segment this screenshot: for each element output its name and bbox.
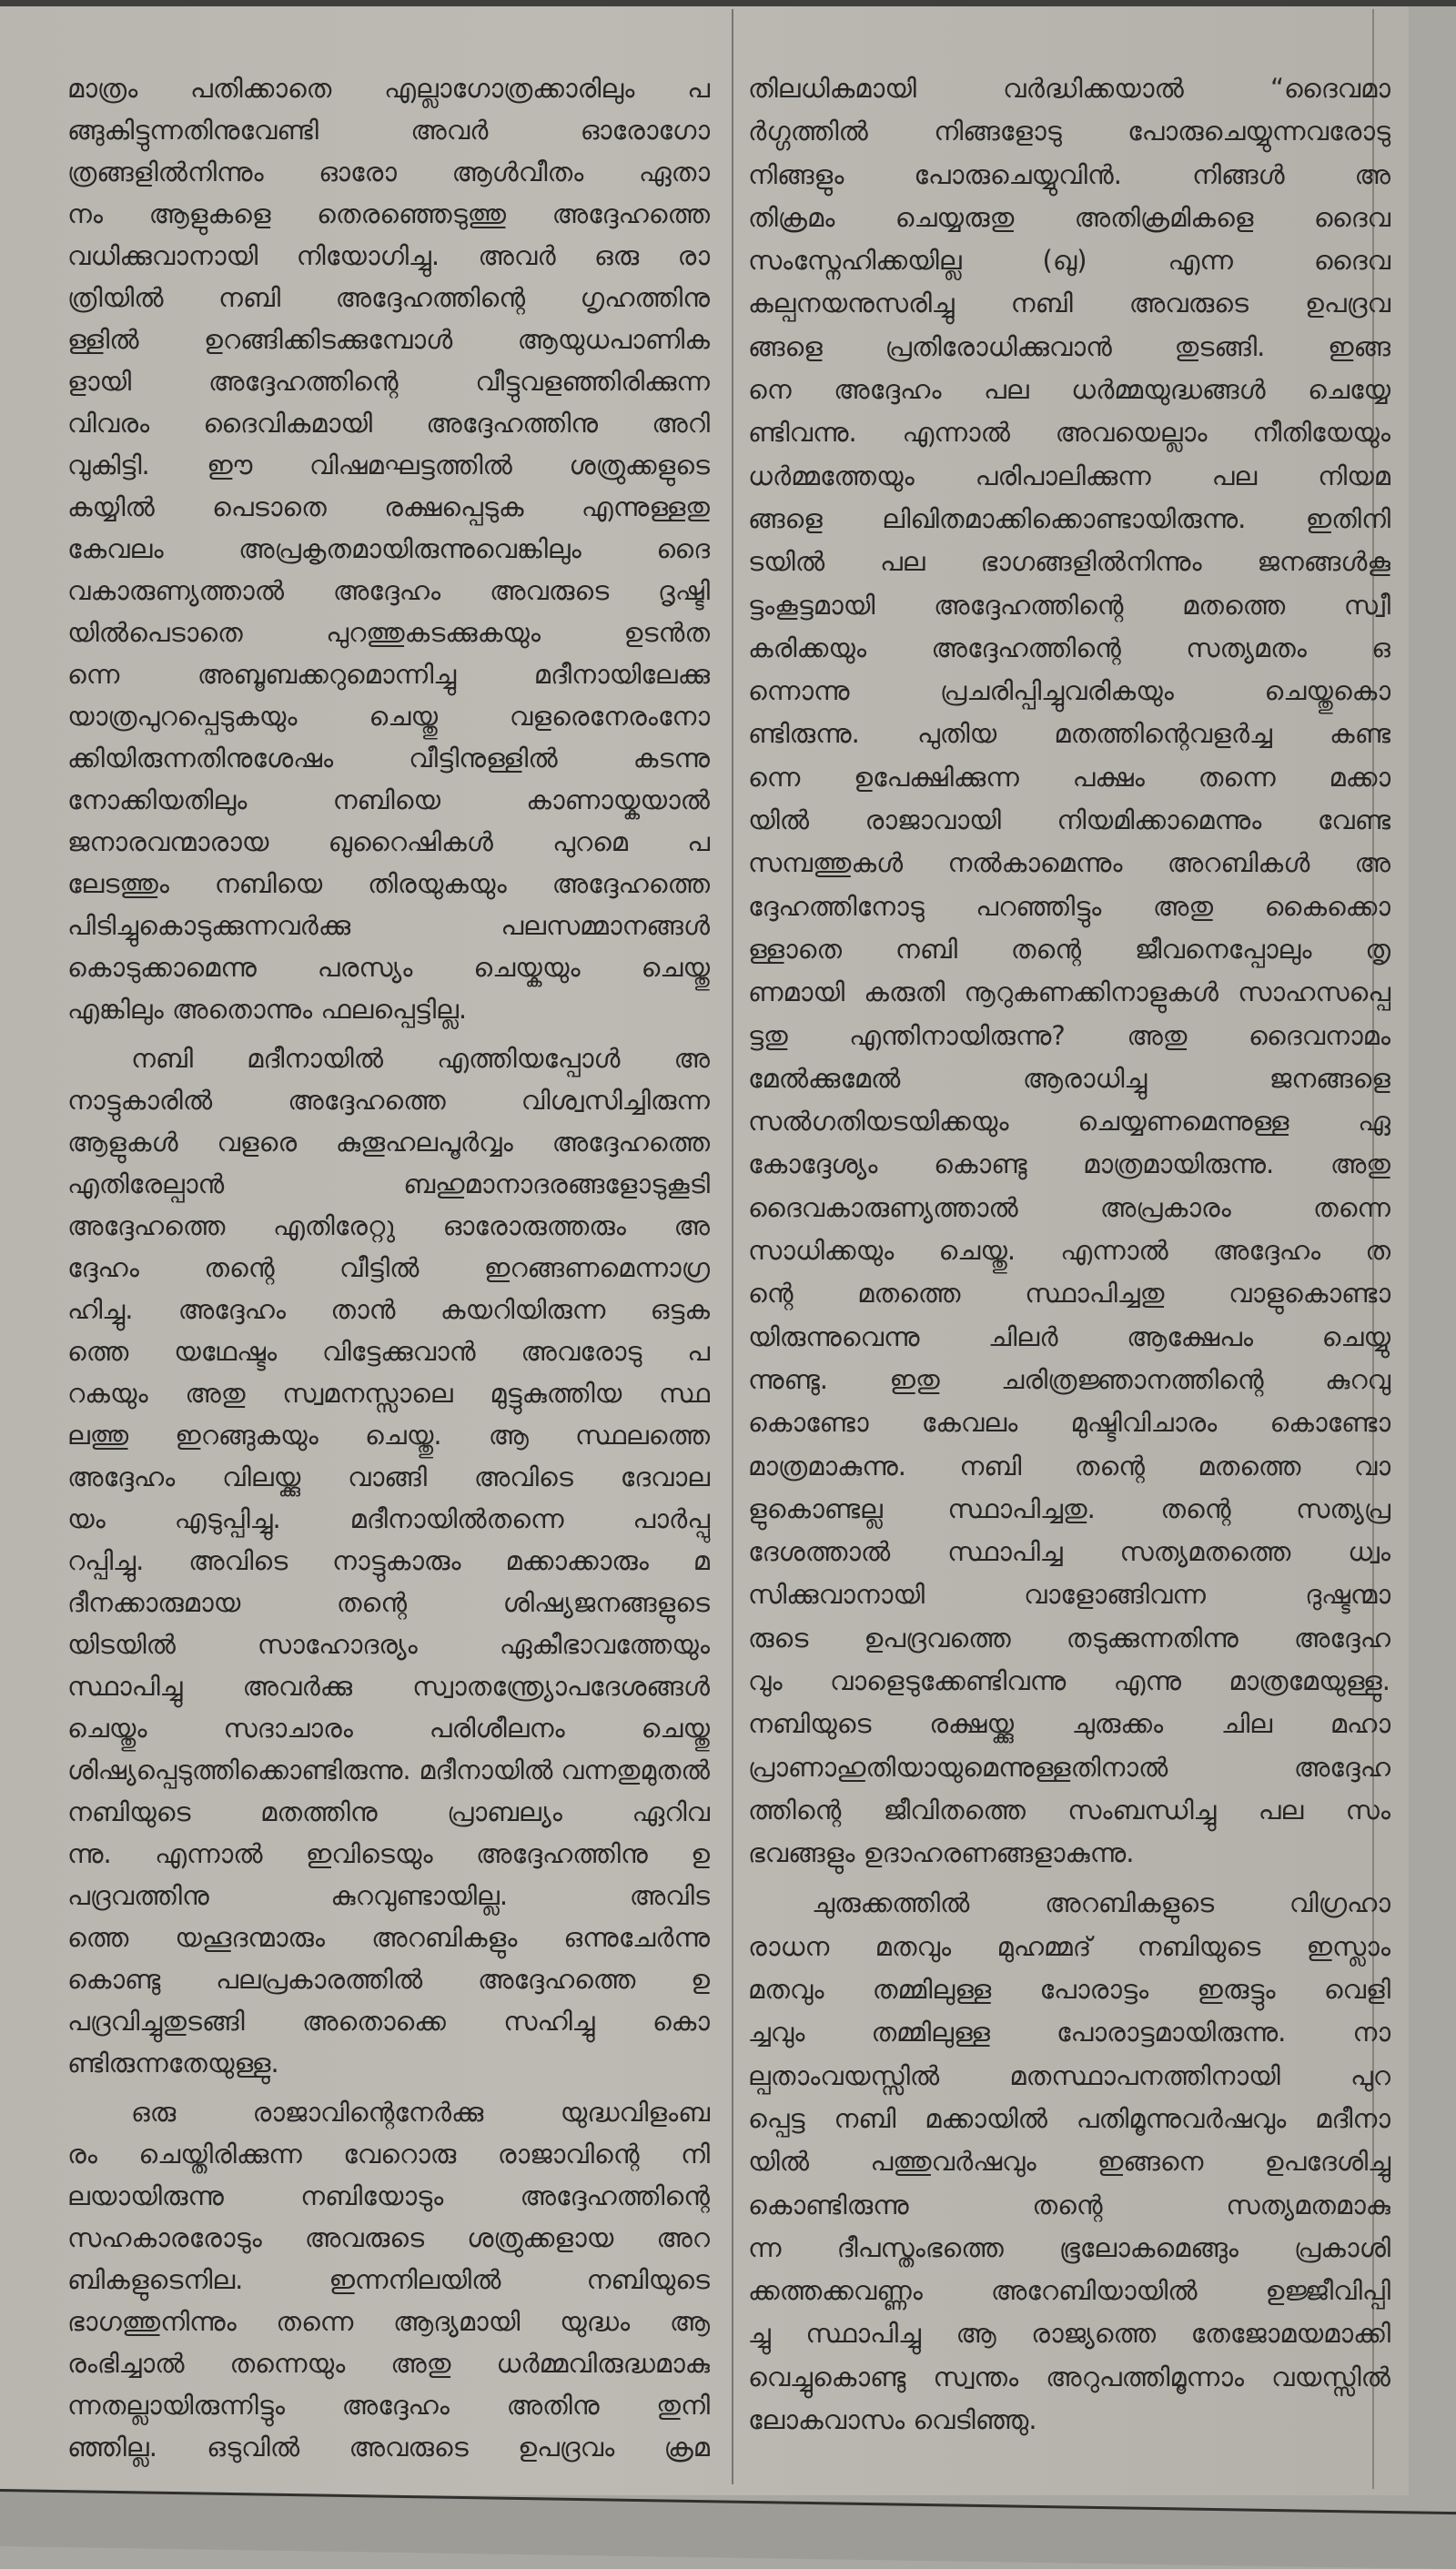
text-line: ള്ളാതെ നബി തന്റെ ജീവനെപ്പോലും തൃ xyxy=(748,933,1390,965)
text-line: കരിക്കയും അദ്ദേഹത്തിന്റെ സത്യമതം ഒ xyxy=(748,632,1390,663)
text-line: രാധന മതവും മുഹമ്മദ് നബിയുടെ ഇസ്ലാം xyxy=(748,1930,1390,1962)
text-line: ദേശത്താൽ സ്ഥാപിച്ച സത്യമതത്തെ ധ്വം xyxy=(748,1536,1390,1568)
page-top-edge xyxy=(0,0,1456,6)
text-line: രംഭിച്ചാൽ തന്നെയും അതു ധർമ്മവിരുദ്ധമാകു xyxy=(67,2348,710,2379)
text-line: ങ്ങളെ പ്രതിരോധിക്കുവാൻ തുടങ്ങി. ഇങ്ങ xyxy=(748,330,1390,362)
text-line: ദ്ദേഹത്തിനോടു പറഞ്ഞിട്ടും അതു കൈക്കൊ xyxy=(748,890,1390,922)
text-line: ന്നൊന്നു പ്രചരിപ്പിച്ചുവരികയും ചെയ്തുകൊ xyxy=(748,675,1390,707)
text-line: നോക്കിയതിലും നബിയെ കാണായ്കയാൽ xyxy=(67,784,710,815)
text-line: റകയും അതു സ്വമനസ്സാലെ മുട്ടുകുത്തിയ സ്ഥ xyxy=(67,1378,710,1409)
text-line: അദ്ദേഹം വിലയ്ക്കു വാങ്ങി അവിടെ ദേവാല xyxy=(67,1461,710,1492)
text-line: ഞ്ഞില്ല. ഒടുവിൽ അവരുടെ ഉപദ്രവം ക്രമ xyxy=(67,2432,710,2463)
text-line: ട്ടതു എന്തിനായിരുന്നു? അതു ദൈവനാമം xyxy=(748,1019,1390,1051)
text-line: ആളുകൾ വളരെ കുതൂഹലപൂർവ്വം അദ്ദേഹത്തെ xyxy=(67,1127,710,1158)
text-line: യാത്രപുറപ്പെടുകയും ചെയ്തു വളരെനേരംനോ xyxy=(67,701,710,732)
text-line: ശിഷ്യപ്പെടുത്തിക്കൊണ്ടിരുന്നു. മദീനായിൽ വന്നതുമുതൽ xyxy=(67,1755,710,1785)
text-line: നബി മദീനായിൽ എത്തിയപ്പോൾ അ xyxy=(131,1043,710,1074)
text-line: സൽഗതിയടയിക്കയും ചെയ്യണമെന്നുള്ള ഏ xyxy=(748,1106,1390,1138)
text-line: സാധിക്കയും ചെയ്തു. എന്നാൽ അദ്ദേഹം ത xyxy=(748,1235,1390,1267)
text-line: സഹകാരരോടും അവരുടെ ശത്രുക്കളായ അറ xyxy=(67,2222,710,2253)
text-line: കല്പനയനുസരിച്ചു നബി അവരുടെ ഉപദ്രവ xyxy=(748,288,1390,319)
paragraph xyxy=(67,1037,710,2084)
text-line: ണ്ടിരുന്നതേയുള്ളു. xyxy=(67,2048,279,2078)
paragraph xyxy=(748,1882,1390,2442)
text-line: ന്നതല്ലായിരുന്നിട്ടും അദ്ദേഹം അതിനു തുനി xyxy=(67,2390,710,2421)
text-line: യിരുന്നുവെന്നു ചിലർ ആക്ഷേപം ചെയ്യു xyxy=(748,1320,1390,1352)
text-line: യിടയിൽ സാഹോദര്യം ഏകീഭാവത്തേയും xyxy=(67,1629,710,1660)
text-line: ഒരു രാജാവിന്റെനേർക്കു യുദ്ധവിളംബ xyxy=(131,2097,710,2128)
text-line: സമ്പത്തുകൾ നൽകാമെന്നും അറബികൾ അ xyxy=(748,847,1390,879)
text-line: ളുകൊണ്ടല്ല സ്ഥാപിച്ചതു. തന്റെ സത്യപ്ര xyxy=(748,1492,1390,1524)
text-line: കൊണ്ടിരുന്നു തന്റെ സത്യമതമാകു xyxy=(748,2189,1390,2220)
text-line: കോദ്ദേശ്യം കൊണ്ടു മാത്രമായിരുന്നു. അതു xyxy=(748,1148,1390,1180)
text-line: ണ്ടിരുന്നു. പുതിയ മതത്തിന്റെവളർച്ച കണ്ട xyxy=(748,718,1390,750)
text-line: തിക്രമം ചെയ്യരുതു അതിക്രമികളെ ദൈവ xyxy=(748,201,1390,233)
text-line: സംസ്നേഹിക്കയില്ല (ഖു) എന്ന ദൈവ xyxy=(748,245,1390,277)
text-line: വധിക്കുവാനായി നിയോഗിച്ചു. അവർ ഒരു രാ xyxy=(67,240,710,271)
text-line: വെച്ചുകൊണ്ടു സ്വന്തം അറുപത്തിമൂന്നാം വയസ്സിൽ xyxy=(748,2361,1390,2392)
text-line: നെ അദ്ദേഹം പല ധർമ്മയുദ്ധങ്ങൾ ചെയ്യേ xyxy=(748,374,1390,406)
text-line: ത്രങ്ങളിൽനിന്നും ഓരോ ആൾവീതം ഏതാ xyxy=(67,157,710,187)
text-line: മാത്രം പതിക്കാതെ എല്ലാഗോത്രക്കാരിലും പ xyxy=(67,73,710,104)
text-line: ദ്ദേഹം തന്റെ വീട്ടിൽ ഇറങ്ങണമെന്നാഗ്ര xyxy=(67,1252,710,1283)
text-line: ത്തെ യഹൂദന്മാരും അറബികളും ഒന്നുചേർന്നു xyxy=(67,1922,710,1953)
text-line: ന്നെ അബൂബക്കറുമൊന്നിച്ചു മദീനായിലേക്കു xyxy=(67,659,710,690)
article-column-left xyxy=(67,67,710,2475)
text-line: മേൽക്കുമേൽ ആരാധിച്ചു ജനങ്ങളെ xyxy=(748,1062,1390,1094)
text-line: യം എടുപ്പിച്ചു. മദീനായിൽതന്നെ പാർപ്പു xyxy=(67,1503,710,1534)
text-line: നബിയുടെ രക്ഷയ്ക്കു ചുരുക്കം ചില മഹാ xyxy=(748,1708,1390,1740)
text-line: ടയിൽ പല ഭാഗങ്ങളിൽനിന്നും ജനങ്ങൾകൂ xyxy=(748,546,1390,578)
text-line: ന്നു. എന്നാൽ ഇവിടെയും അദ്ദേഹത്തിനു ഉ xyxy=(67,1838,710,1869)
text-line: ധർമ്മത്തേയും പരിപാലിക്കുന്ന പല നിയമ xyxy=(748,460,1390,491)
text-line: ന്നെ ഉപേക്ഷിക്കുന്ന പക്ഷം തന്നെ മക്കാ xyxy=(748,761,1390,793)
column-divider xyxy=(732,9,733,2484)
text-line: നം ആളുകളെ തെരഞ്ഞെടുത്തു അദ്ദേഹത്തെ xyxy=(67,198,710,229)
text-line: പ്രാണാഹുതിയായുമെന്നുള്ളതിനാൽ അദ്ദേഹ xyxy=(748,1751,1390,1783)
text-line: നബിയുടെ മതത്തിനു പ്രാബല്യം ഏറിവ xyxy=(67,1796,710,1827)
text-line: ണമായി കരുതി നൂറുകണക്കിനാളുകൾ സാഹസപ്പെ xyxy=(748,976,1390,1008)
text-line: യിൽ രാജാവായി നിയമിക്കാമെന്നും വേണ്ട xyxy=(748,804,1390,836)
text-line: ട്ടംകൂട്ടമായി അദ്ദേഹത്തിന്റെ മതത്തെ സ്വീ xyxy=(748,589,1390,621)
text-line: ക്കിയിരുന്നതിനുശേഷം വീട്ടിനുള്ളിൽ കടന്നു xyxy=(67,743,710,774)
text-line: ച്ചു സ്ഥാപിച്ചു ആ രാജ്യത്തെ തേജോമയമാക്കി xyxy=(748,2318,1390,2350)
text-line: ഹിച്ചു. അദ്ദേഹം താൻ കയറിയിരുന്ന ഒട്ടക xyxy=(67,1294,710,1325)
text-line: വിവരം ദൈവികമായി അദ്ദേഹത്തിനു അറി xyxy=(67,408,710,439)
text-line: കൊണ്ടോ കേവലം മുഷ്ടിവിചാരം കൊണ്ടോ xyxy=(748,1407,1390,1439)
text-line: സിക്കുവാനായി വാളോങ്ങിവന്ന ദുഷ്ടന്മാ xyxy=(748,1579,1390,1611)
text-line: ന്നുണ്ടു. ഇതു ചരിത്രജ്ഞാനത്തിന്റെ കുറവു xyxy=(748,1363,1390,1395)
text-line: രം ചെയ്തിരിക്കുന്ന വേറൊരു രാജാവിന്റെ നി xyxy=(67,2139,710,2169)
text-line: ച്ചവും തമ്മിലുള്ള പോരാട്ടമായിരുന്നു. നാ xyxy=(748,2017,1390,2048)
text-line: ല്പതാംവയസ്സിൽ മതസ്ഥാപനത്തിനായി പുറ xyxy=(748,2059,1390,2091)
text-line: യിൽപെടാതെ പുറത്തുകടക്കുകയും ഉടൻത xyxy=(67,617,710,648)
text-line: നാട്ടുകാരിൽ അദ്ദേഹത്തെ വിശ്വസിച്ചിരുന്ന xyxy=(67,1085,710,1116)
text-line: ലയായിരുന്നു നബിയോടും അദ്ദേഹത്തിന്റെ xyxy=(67,2180,710,2211)
text-line: ത്തിന്റെ ജീവിതത്തെ സംബന്ധിച്ചു പല സം xyxy=(748,1794,1390,1826)
text-line: സ്ഥാപിച്ചു അവർക്കു സ്വാതന്ത്ര്യോപദേശങ്ങൾ xyxy=(67,1671,710,1702)
text-line: റപ്പിച്ചു. അവിടെ നാട്ടുകാരും മക്കാക്കാരും മ xyxy=(67,1545,710,1576)
paragraph xyxy=(748,67,1390,1875)
page-bottom-edge xyxy=(0,2489,1456,2569)
text-line: തിലധികമായി വർദ്ധിക്കയാൽ “ദൈവമാ xyxy=(748,73,1390,104)
text-line: പ്പെട്ട നബി മക്കായിൽ പതിമൂന്നുവർഷവും മദീനാ xyxy=(748,2102,1390,2134)
text-line: ഭാഗത്തുനിന്നും തന്നെ ആദ്യമായി യുദ്ധം ആ xyxy=(67,2306,710,2337)
text-line: രുടെ ഉപദ്രവത്തെ തടുക്കുന്നതിന്നു അദ്ദേഹ xyxy=(748,1622,1390,1654)
text-line: ത്രിയിൽ നബി അദ്ദേഹത്തിന്റെ ഗൃഹത്തിനു xyxy=(67,282,710,313)
text-line: യിൽ പത്തുവർഷവും ഇങ്ങനെ ഉപദേശിച്ചു xyxy=(748,2146,1390,2178)
text-line: മാത്രമാകുന്നു. നബി തന്റെ മതത്തെ വാ xyxy=(748,1450,1390,1482)
paragraph xyxy=(67,67,710,1030)
text-line: മതവും തമ്മിലുള്ള പോരാട്ടം ഇരുട്ടും വെളി xyxy=(748,1974,1390,2006)
text-line: വുകിട്ടി. ഈ വിഷമഘട്ടത്തിൽ ശത്രുക്കളുടെ xyxy=(67,450,710,480)
text-line: എതിരേല്പാൻ ബഹുമാനാദരങ്ങളോടുകൂടി xyxy=(67,1168,710,1199)
text-line: ദീനക്കാരുമായ തന്റെ ശിഷ്യജനങ്ങളുടെ xyxy=(67,1587,710,1618)
text-line: കൊടുക്കാമെന്നു പരസ്യം ചെയ്കയും ചെയ്തു xyxy=(67,952,710,983)
text-line: ബികളുടെനില. ഇന്നനിലയിൽ നബിയുടെ xyxy=(67,2264,710,2295)
text-line: അദ്ദേഹത്തെ എതിരേറ്റു ഓരോരുത്തരും അ xyxy=(67,1210,710,1241)
text-line: കേവലം അപ്രകൃതമായിരുന്നുവെങ്കിലും ദൈ xyxy=(67,533,710,564)
text-line: ലേടത്തും നബിയെ തിരയുകയും അദ്ദേഹത്തെ xyxy=(67,868,710,899)
text-line: ചെയ്തും സദാചാരം പരിശീലനം ചെയ്തു xyxy=(67,1713,710,1744)
text-line: ത്തെ യഥേഷ്ടം വിട്ടേക്കുവാൻ അവരോടു പ xyxy=(67,1336,710,1367)
text-line: ലത്തു ഇറങ്ങുകയും ചെയ്തു. ആ സ്ഥലത്തെ xyxy=(67,1420,710,1451)
text-line: ന്റെ മതത്തെ സ്ഥാപിച്ചതു വാളുകൊണ്ടാ xyxy=(748,1278,1390,1310)
text-line: ള്ളിൽ ഉറങ്ങിക്കിടക്കുമ്പോൾ ആയുധപാണിക xyxy=(67,324,710,355)
text-line: കൊണ്ടു പലപ്രകാരത്തിൽ അദ്ദേഹത്തെ ഉ xyxy=(67,1964,710,1995)
text-line: ലോകവാസം വെടിഞ്ഞു. xyxy=(748,2404,1037,2436)
text-line: നിങ്ങളും പോരുചെയ്യുവിൻ. നിങ്ങൾ അ xyxy=(748,158,1390,190)
text-line: ങ്ങുകിട്ടുന്നതിനുവേണ്ടി അവർ ഓരോഗോ xyxy=(67,115,710,146)
paragraph xyxy=(67,2091,710,2468)
text-line: വകാരുണ്യത്താൽ അദ്ദേഹം അവരുടെ ദൃഷ്ടി xyxy=(67,575,710,606)
text-line: ക്കത്തക്കവണ്ണം അറേബിയായിൽ ഉജ്ജീവിപ്പി xyxy=(748,2275,1390,2307)
text-line: ദൈവകാരുണ്യത്താൽ അപ്രകാരം തന്നെ xyxy=(748,1191,1390,1223)
text-line: ങ്ങളെ ലിഖിതമാക്കിക്കൊണ്ടായിരുന്നു. ഇതിനി xyxy=(748,502,1390,534)
text-line: ളായി അദ്ദേഹത്തിന്റെ വീട്ടുവളഞ്ഞിരിക്കുന്ന xyxy=(67,366,710,397)
text-line: ണ്ടിവന്നു. എന്നാൽ അവയെല്ലാം നീതിയേയും xyxy=(748,417,1390,449)
text-line: ന്ന ദീപസ്തംഭത്തെ ഭൂലോകമെങ്ങും പ്രകാശി xyxy=(748,2231,1390,2263)
article-column-right xyxy=(748,67,1390,2449)
text-line: എങ്കിലും അതൊന്നും ഫലപ്പെട്ടില്ല. xyxy=(67,994,468,1025)
text-line: പദ്രവത്തിനു കുറവുണ്ടായില്ല. അവിട xyxy=(67,1880,710,1911)
text-line: വും വാളെടുക്കേണ്ടിവന്നു എന്നു മാത്രമേയുള്ളു. xyxy=(748,1664,1390,1696)
text-line: പിടിച്ചുകൊടുക്കുന്നവർക്കു പലസമ്മാനങ്ങൾ xyxy=(67,910,710,941)
text-line: ഭവങ്ങളും ഉദാഹരണങ്ങളാകുന്നു. xyxy=(748,1837,1135,1869)
text-line: ജനാരവന്മാരായ ഖുറൈഷികൾ പുറമെ പ xyxy=(67,826,710,857)
text-line: ചുരുക്കത്തിൽ അറബികളുടെ വിഗ്രഹാ xyxy=(812,1887,1390,1919)
text-line: പദ്രവിച്ചുതുടങ്ങി അതൊക്കെ സഹിച്ചു കൊ xyxy=(67,2006,710,2037)
text-line: ർഗ്ഗത്തിൽ നിങ്ങളോടു പോരുചെയ്യുന്നവരോടു xyxy=(748,116,1390,147)
text-line: കയ്യിൽ പെടാതെ രക്ഷപ്പെടുക എന്നുള്ളതു xyxy=(67,491,710,522)
